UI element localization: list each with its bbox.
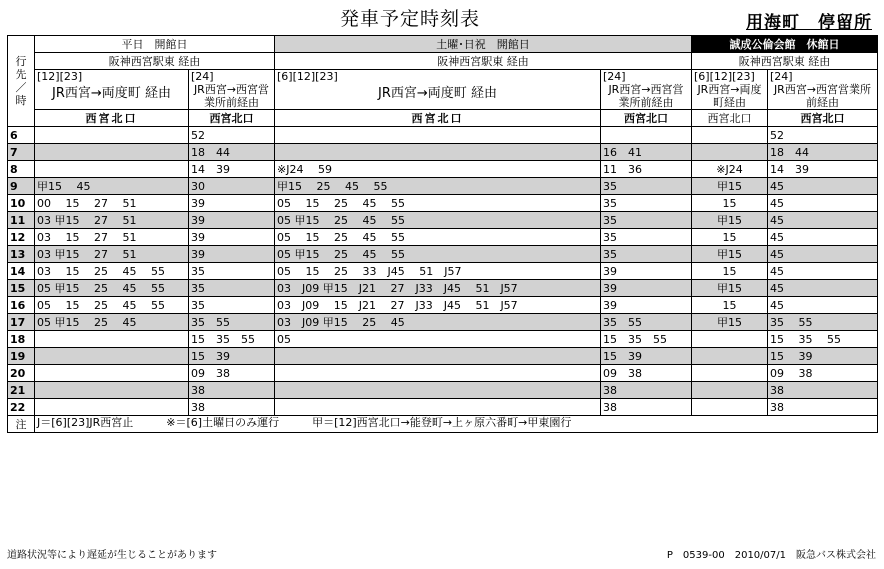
notes-row: [8, 416, 878, 433]
departure-minutes: 05: [275, 331, 601, 348]
hour-row: [8, 178, 878, 195]
departure-minutes: [275, 144, 601, 161]
footer-disclaimer: 道路状況等により遅延が生じることがあります: [7, 550, 217, 561]
departure-minutes: [275, 382, 601, 399]
departure-minutes: 05 15 25 45 55: [275, 229, 601, 246]
hour-row: [8, 365, 878, 382]
departure-minutes: ※J24: [692, 161, 768, 178]
hour-label: 13: [8, 246, 35, 263]
departure-minutes: 03 J09 甲15 J21 27 J33 J45 51 J57: [275, 280, 601, 297]
departure-minutes: [692, 382, 768, 399]
hour-row: [8, 229, 878, 246]
departure-minutes: ※J24 59: [275, 161, 601, 178]
departure-minutes: 18 44: [189, 144, 275, 161]
hour-row: [8, 195, 878, 212]
departure-minutes: 05 甲15 25 45 55: [35, 280, 189, 297]
departure-minutes: 05 15 25 45 55: [275, 195, 601, 212]
departure-minutes: 15: [692, 297, 768, 314]
departure-minutes: 35 55: [189, 314, 275, 331]
departure-minutes: 38: [189, 399, 275, 416]
departure-minutes: 00 15 27 51: [35, 195, 189, 212]
departure-minutes: 45: [768, 263, 878, 280]
departure-minutes: 03 15 25 45 55: [35, 263, 189, 280]
departure-minutes: 35: [189, 297, 275, 314]
departure-minutes: 52: [189, 127, 275, 144]
header-row-via: [8, 53, 878, 70]
departure-minutes: 03 J09 15 J21 27 J33 J45 51 J57: [275, 297, 601, 314]
departure-minutes: 45: [768, 178, 878, 195]
departure-minutes: [275, 365, 601, 382]
departure-minutes: 39: [189, 246, 275, 263]
departure-minutes: 甲15: [692, 178, 768, 195]
hour-row: [8, 144, 878, 161]
footer-info: P 0539-00 2010/07/1 阪急バス株式会社: [666, 550, 876, 561]
notes-label: 注: [8, 416, 35, 433]
group-closed: 誠成公倫会館 休館日: [692, 36, 878, 53]
departure-minutes: 45: [768, 195, 878, 212]
sub-header: [24] JR西宮→西宮営業所前経由: [601, 70, 692, 110]
departure-minutes: 15 39: [601, 348, 692, 365]
hour-row: [8, 161, 878, 178]
destination: 西宮北口: [189, 110, 275, 127]
sub-header: [6][12][23] JR西宮→両度町 経由: [275, 70, 601, 110]
departure-minutes: 05 甲15 25 45: [35, 314, 189, 331]
departure-minutes: [35, 348, 189, 365]
departure-minutes: 15 39: [768, 348, 878, 365]
departure-minutes: 39: [189, 195, 275, 212]
departure-minutes: 甲15 25 45 55: [275, 178, 601, 195]
hour-label: 6: [8, 127, 35, 144]
departure-minutes: 甲15 45: [35, 178, 189, 195]
departure-minutes: 45: [768, 297, 878, 314]
departure-minutes: 09 38: [601, 365, 692, 382]
sub-header: [24] JR西宮→西宮営業所前経由: [768, 70, 878, 110]
hour-label: 16: [8, 297, 35, 314]
departure-minutes: 15: [692, 195, 768, 212]
hour-label: 7: [8, 144, 35, 161]
hour-label: 19: [8, 348, 35, 365]
departure-minutes: [35, 399, 189, 416]
header-row-groups: [8, 36, 878, 53]
timetable: [7, 35, 878, 433]
departure-minutes: 16 41: [601, 144, 692, 161]
departure-minutes: 52: [768, 127, 878, 144]
hour-label: 15: [8, 280, 35, 297]
departure-minutes: 15 35 55: [768, 331, 878, 348]
hour-label: 8: [8, 161, 35, 178]
departure-minutes: 03 甲15 27 51: [35, 212, 189, 229]
departure-minutes: 11 36: [601, 161, 692, 178]
departure-minutes: [35, 331, 189, 348]
departure-minutes: [35, 127, 189, 144]
via-holiday: 阪神西宮駅東 経由: [275, 53, 692, 70]
departure-minutes: [692, 348, 768, 365]
departure-minutes: 05 15 25 45 55: [35, 297, 189, 314]
departure-minutes: [35, 161, 189, 178]
departure-minutes: 39: [601, 263, 692, 280]
departure-minutes: [692, 144, 768, 161]
page-title: 発車予定時刻表: [340, 8, 481, 30]
hour-label: 10: [8, 195, 35, 212]
departure-minutes: 35: [601, 178, 692, 195]
departure-minutes: [692, 127, 768, 144]
departure-minutes: 38: [189, 382, 275, 399]
header-row-dest: [8, 110, 878, 127]
departure-minutes: 35: [601, 195, 692, 212]
hour-label: 11: [8, 212, 35, 229]
hour-row: [8, 399, 878, 416]
departure-minutes: 05 15 25 33 J45 51 J57: [275, 263, 601, 280]
sub-header: [24] JR西宮→西宮営業所前経由: [189, 70, 275, 110]
departure-minutes: 甲15: [692, 246, 768, 263]
hour-row: [8, 297, 878, 314]
hour-row: [8, 280, 878, 297]
timetable-body: [8, 127, 878, 416]
departure-minutes: 14 39: [768, 161, 878, 178]
departure-minutes: 甲15: [692, 280, 768, 297]
hour-label: 22: [8, 399, 35, 416]
departure-minutes: [275, 399, 601, 416]
departure-minutes: [692, 331, 768, 348]
departure-minutes: 39: [601, 297, 692, 314]
departure-minutes: 45: [768, 229, 878, 246]
departure-minutes: 35: [189, 280, 275, 297]
departure-minutes: 甲15: [692, 212, 768, 229]
hour-row: [8, 263, 878, 280]
departure-minutes: [692, 365, 768, 382]
destination: 西宮北口: [275, 110, 601, 127]
via-weekday: 阪神西宮駅東 経由: [35, 53, 275, 70]
stop-name: 用海町 停留所: [746, 13, 872, 33]
departure-minutes: 35 55: [768, 314, 878, 331]
destination: 西宮北口: [692, 110, 768, 127]
group-weekday: 平日 開館日: [35, 36, 275, 53]
destination: 西宮北口: [768, 110, 878, 127]
departure-minutes: 03 15 27 51: [35, 229, 189, 246]
departure-minutes: 39: [189, 229, 275, 246]
hour-row: [8, 331, 878, 348]
departure-minutes: 15 35 55: [601, 331, 692, 348]
departure-minutes: 35: [601, 246, 692, 263]
group-holiday: 土曜･日祝 開館日: [275, 36, 692, 53]
departure-minutes: 09 38: [189, 365, 275, 382]
departure-minutes: 38: [768, 382, 878, 399]
hour-row: [8, 382, 878, 399]
destination: 西宮北口: [35, 110, 189, 127]
departure-minutes: 15 35 55: [189, 331, 275, 348]
departure-minutes: 05 甲15 25 45 55: [275, 246, 601, 263]
side-label: 行 先 ／ 時: [8, 36, 35, 127]
departure-minutes: [275, 127, 601, 144]
hour-row: [8, 212, 878, 229]
hour-row: [8, 246, 878, 263]
departure-minutes: 45: [768, 280, 878, 297]
hour-label: 18: [8, 331, 35, 348]
departure-minutes: 03 甲15 27 51: [35, 246, 189, 263]
departure-minutes: 35: [601, 229, 692, 246]
departure-minutes: [35, 144, 189, 161]
notes-text: J＝[6][23]JR西宮止 ※＝[6]土曜日のみ運行 甲＝[12]西宮北口→能登町→上ヶ原六番町→甲東園行: [35, 416, 878, 433]
hour-row: [8, 314, 878, 331]
via-closed: 阪神西宮駅東 経由: [692, 53, 878, 70]
departure-minutes: [692, 399, 768, 416]
hour-label: 14: [8, 263, 35, 280]
departure-minutes: 38: [601, 382, 692, 399]
hour-label: 20: [8, 365, 35, 382]
sub-header: [6][12][23] JR西宮→両度町経由: [692, 70, 768, 110]
hour-label: 17: [8, 314, 35, 331]
departure-minutes: 38: [768, 399, 878, 416]
departure-minutes: 15: [692, 263, 768, 280]
departure-minutes: 39: [189, 212, 275, 229]
departure-minutes: 03 J09 甲15 25 45: [275, 314, 601, 331]
departure-minutes: 18 44: [768, 144, 878, 161]
departure-minutes: [275, 348, 601, 365]
hour-label: 12: [8, 229, 35, 246]
departure-minutes: 15: [692, 229, 768, 246]
header-row-sub: [8, 70, 878, 110]
departure-minutes: 甲15: [692, 314, 768, 331]
departure-minutes: 15 39: [189, 348, 275, 365]
departure-minutes: 38: [601, 399, 692, 416]
departure-minutes: 14 39: [189, 161, 275, 178]
hour-row: [8, 127, 878, 144]
departure-minutes: [35, 365, 189, 382]
departure-minutes: 35: [601, 212, 692, 229]
departure-minutes: [35, 382, 189, 399]
departure-minutes: [601, 127, 692, 144]
departure-minutes: 05 甲15 25 45 55: [275, 212, 601, 229]
departure-minutes: 45: [768, 212, 878, 229]
departure-minutes: 30: [189, 178, 275, 195]
hour-label: 9: [8, 178, 35, 195]
departure-minutes: 39: [601, 280, 692, 297]
departure-minutes: 09 38: [768, 365, 878, 382]
hour-row: [8, 348, 878, 365]
destination: 西宮北口: [601, 110, 692, 127]
departure-minutes: 35 55: [601, 314, 692, 331]
departure-minutes: 45: [768, 246, 878, 263]
hour-label: 21: [8, 382, 35, 399]
sub-header: [12][23] JR西宮→両度町 経由: [35, 70, 189, 110]
departure-minutes: 35: [189, 263, 275, 280]
